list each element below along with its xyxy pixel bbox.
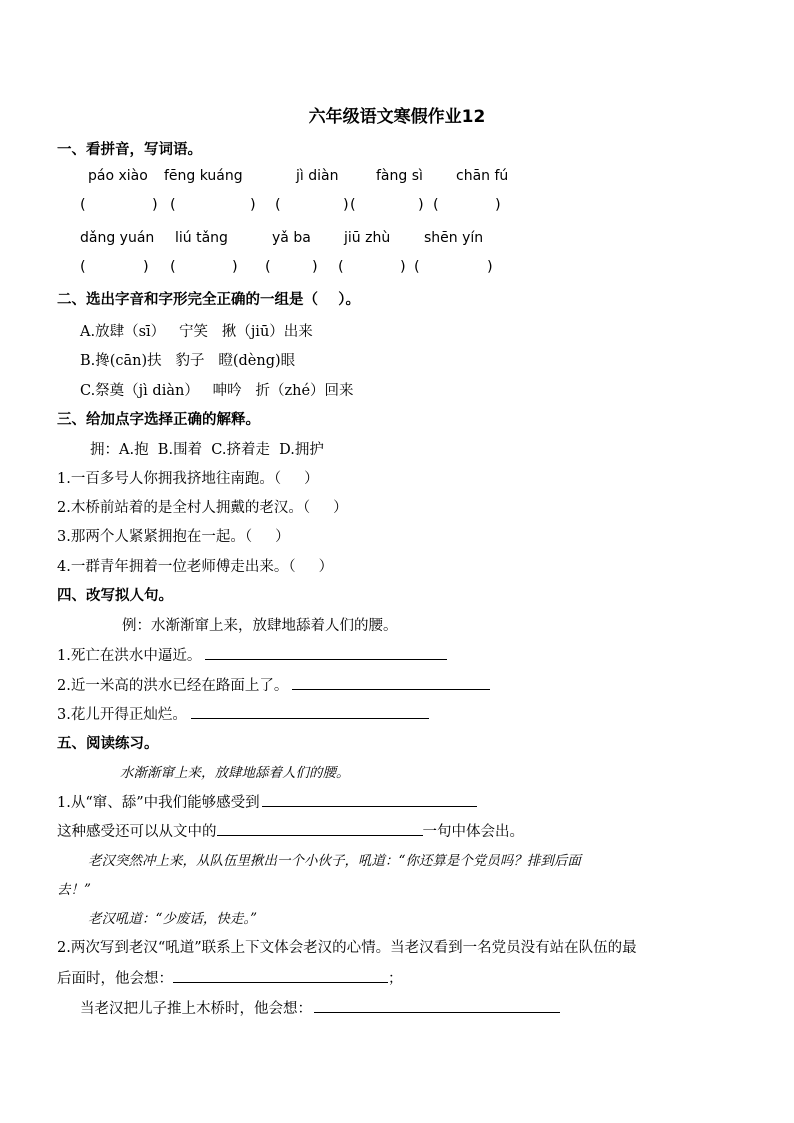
answer-paren-close: ) [343,197,349,213]
answer-line[interactable] [314,998,560,1013]
s4-question-3: 3.花儿开得正灿烂。 [57,704,429,725]
answer-paren-close: ) [232,259,238,275]
answer-paren-close: ) [400,259,406,275]
s4-question-1: 1.死亡在洪水中逼近。 [57,645,447,666]
answer-paren-open: ( [433,197,439,213]
s3-question-4: 4.一群青年拥着一位老师傅走出来。（ ） [57,559,334,575]
answer-paren-open: ( [275,197,281,213]
answer-paren-open: ( [414,259,420,275]
s3-question-1: 1.一百多号人你拥我挤地往南跑。（ ） [57,471,319,487]
answer-paren-open: ( [80,197,86,213]
example-sentence: 例：水渐渐窜上来，放肆地舔着人们的腰。 [122,618,398,634]
answer-paren-close: ) [312,259,318,275]
section4-heading: 四、改写拟人句。 [57,588,173,604]
pinyin-1: páo xiào [88,168,148,184]
answer-paren-close: ) [418,197,424,213]
s5-question-2a: 2.两次写到老汉“吼道”联系上下文体会老汉的心情。当老汉看到一名党员没有站在队伍的最 [57,940,637,956]
choice-c: C.祭奠（jì diàn） 呻吟 折（zhé）回来 [80,383,354,399]
reading-quote: 水渐渐窜上来，放肆地舔着人们的腰。 [120,765,350,781]
answer-line[interactable] [173,968,388,983]
definition-options: 拥：A.抱 B.围着 C.挤着走 D.拥护 [90,442,324,458]
pinyin-6: dǎng yuán [80,230,155,246]
section3-heading: 三、给加点字选择正确的解释。 [57,412,260,428]
pinyin-10: shēn yín [424,230,484,246]
answer-line[interactable] [292,675,490,690]
answer-paren-open: ( [338,259,344,275]
answer-line[interactable] [191,704,429,719]
s3-question-3: 3.那两个人紧紧拥抱在一起。（ ） [57,529,290,545]
choice-a: A.放肆（sī） 宁笑 揪（jiū）出来 [80,324,313,340]
answer-paren-close: ) [495,197,501,213]
answer-line[interactable] [262,792,477,807]
passage-line-1-cont: 去！” [57,882,91,898]
choice-b: B.搀(cān)扶 豹子 瞪(dèng)眼 [80,353,296,369]
answer-paren-close: ) [487,259,493,275]
answer-paren-open: ( [170,259,176,275]
pinyin-2: fēng kuáng [164,168,243,184]
s4-question-2: 2.近一米高的洪水已经在路面上了。 [57,675,490,696]
pinyin-8: yǎ ba [272,230,311,246]
pinyin-3: jì diàn [296,168,339,184]
answer-paren-open: ( [80,259,86,275]
s5-question-1b: 这种感受还可以从文中的 一句中体会出。 [57,821,524,842]
section2-heading: 二、选出字音和字形完全正确的一组是（ ）。 [57,292,360,308]
pinyin-7: liú tǎng [175,230,228,246]
section1-heading: 一、看拼音，写词语。 [57,142,202,158]
answer-line[interactable] [205,645,447,660]
s5-question-2b: 后面时，他会想： ； [57,968,403,989]
pinyin-5: chān fú [456,168,509,184]
passage-line-2: 老汉吼道：“少废话，快走。” [88,911,258,927]
passage-line-1: 老汉突然冲上来，从队伍里揪出一个小伙子，吼道：“你还算是个党员吗？排到后面 [88,853,581,869]
answer-paren-open: ( [265,259,271,275]
answer-line[interactable] [217,821,423,836]
answer-paren-close: ) [250,197,256,213]
s5-question-1a: 1.从“窜、舔”中我们能够感受到 [57,792,477,813]
page-title: 六年级语文寒假作业12 [308,107,486,127]
s3-question-2: 2.木桥前站着的是全村人拥戴的老汉。（ ） [57,500,348,516]
answer-paren-open: ( [170,197,176,213]
answer-paren-close: ) [143,259,149,275]
answer-paren-open: ( [350,197,356,213]
section5-heading: 五、阅读练习。 [57,736,159,752]
pinyin-4: fàng sì [376,168,423,184]
s5-question-2c: 当老汉把儿子推上木桥时，他会想： [80,998,560,1019]
answer-paren-close: ) [152,197,158,213]
pinyin-9: jiū zhù [344,230,391,246]
